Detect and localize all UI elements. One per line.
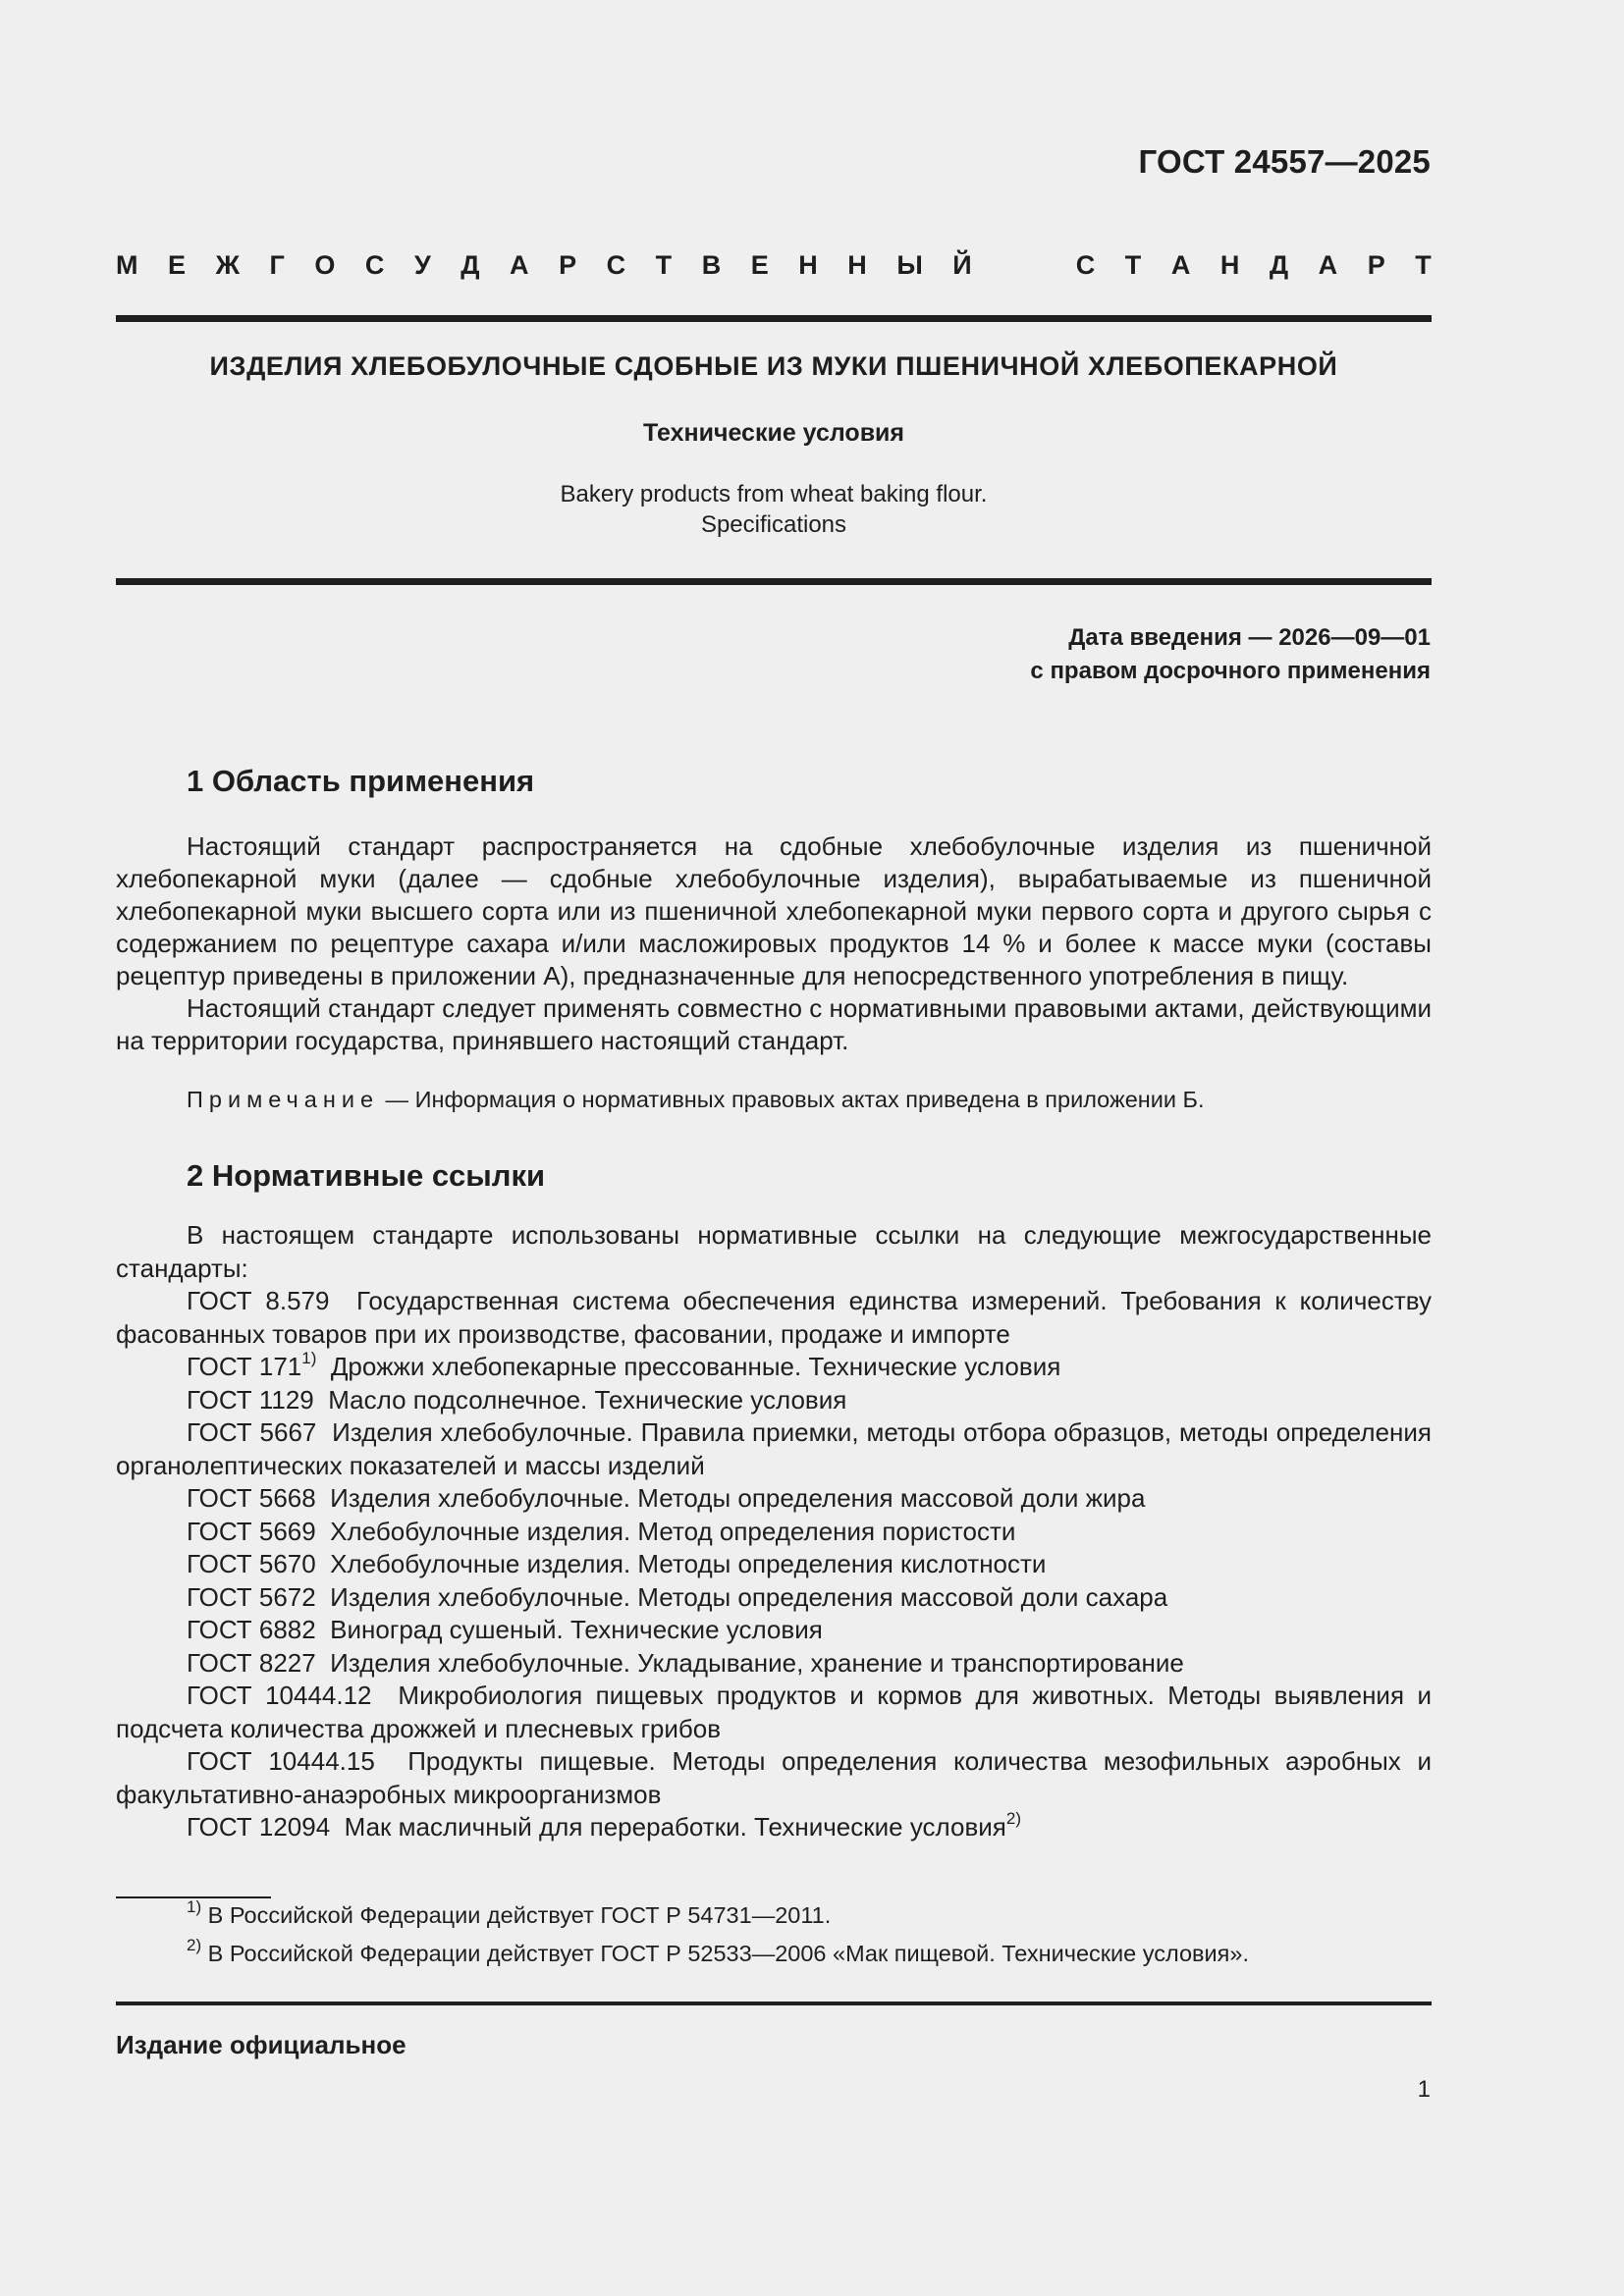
interstate-letter: Т bbox=[1415, 250, 1432, 280]
interstate-letter: Г bbox=[269, 250, 285, 280]
top-rule bbox=[116, 315, 1432, 322]
reference-title: Продукты пищевые. Методы определения количества мезофильных аэробных и факультативно-анаэробных микроорганизмов bbox=[116, 1746, 1432, 1809]
interstate-letter: Е bbox=[168, 250, 187, 280]
english-title bbox=[116, 479, 1432, 540]
page-number: 1 bbox=[1417, 2076, 1431, 2103]
reference-item bbox=[116, 1647, 1432, 1681]
reference-item bbox=[116, 1384, 1432, 1417]
reference-item bbox=[116, 1614, 1432, 1647]
early-application-line: с правом досрочного применения bbox=[1030, 658, 1431, 684]
interstate-letter: Ж bbox=[215, 250, 240, 280]
section-1-paragraph-1: Настоящий стандарт распространяется на сдобные хлебобулочные изделия из пшеничной хлебопекарной муки (далее — сдобные хлебобулочные изделия), вырабатываемые из пшеничной хлебопекарной муки высшего сорта или из пшеничной хлебопекарной муки первого сорта и другого сырья с содержанием по рецептуре сахара и/или масложировых продуктов 14 % и более к массе муки (составы рецептур приведены в приложении А), предназначенные для непосредственного употребления в пищу. bbox=[116, 831, 1432, 990]
reference-item bbox=[116, 1285, 1432, 1351]
interstate-letter: А bbox=[1170, 250, 1191, 280]
note bbox=[187, 1087, 1205, 1113]
interstate-letter: Й bbox=[952, 250, 972, 280]
reference-title: Виноград сушеный. Технические условия bbox=[330, 1615, 823, 1644]
introduction-date bbox=[1030, 621, 1431, 688]
reference-code: ГОСТ 5672 bbox=[187, 1581, 316, 1612]
reference-title: Мак масличный для переработки. Технические условия bbox=[344, 1812, 1006, 1842]
note-label: Примечание bbox=[187, 1087, 380, 1112]
interstate-letter: Р bbox=[1367, 250, 1385, 280]
interstate-letter: С bbox=[1075, 250, 1096, 280]
english-title-line-2: Specifications bbox=[700, 511, 847, 538]
interstate-word-gap bbox=[1001, 250, 1046, 281]
interstate-letter: У bbox=[413, 250, 431, 280]
reference-title: Дрожжи хлебопекарные прессованные. Технические условия bbox=[330, 1352, 1061, 1381]
reference-title: Хлебобулочные изделия. Методы определения кислотности bbox=[330, 1549, 1047, 1578]
interstate-letter: Н bbox=[847, 250, 867, 280]
section-2-heading: 2 Нормативные ссылки bbox=[187, 1158, 546, 1193]
reference-item bbox=[116, 1482, 1432, 1516]
interstate-letter: Д bbox=[460, 250, 480, 280]
gost-number: ГОСТ 24557—2025 bbox=[1138, 143, 1431, 180]
reference-title: Микробиология пищевых продуктов и кормов для животных. Методы выявления и подсчета количества дрожжей и плесневых грибов bbox=[116, 1681, 1432, 1743]
interstate-letter: А bbox=[1318, 250, 1338, 280]
reference-title: Государственная система обеспечения единства измерений. Требования к количеству фасованных товаров при их производстве, фасовании, продаже и импорте bbox=[116, 1286, 1432, 1349]
reference-title: Изделия хлебобулочные. Методы определения массовой доли сахара bbox=[330, 1581, 1168, 1612]
reference-item bbox=[116, 1516, 1432, 1549]
interstate-letter: Н bbox=[1219, 250, 1240, 280]
reference-code: ГОСТ 171 bbox=[187, 1352, 302, 1381]
interstate-letter: Т bbox=[655, 250, 673, 280]
references-intro: В настоящем стандарте использованы нормативные ссылки на следующие межгосударственные стандарты: bbox=[116, 1220, 1432, 1283]
reference-item bbox=[116, 1416, 1432, 1482]
reference-footnote-mark: 2) bbox=[1005, 1809, 1022, 1829]
reference-item bbox=[116, 1351, 1432, 1384]
reference-footnote-mark: 1) bbox=[301, 1349, 317, 1368]
interstate-letter: Д bbox=[1269, 250, 1289, 280]
reference-item bbox=[116, 1811, 1432, 1844]
reference-code: ГОСТ 12094 bbox=[187, 1812, 331, 1842]
reference-item bbox=[116, 1548, 1432, 1581]
english-title-line-1: Bakery products from wheat baking flour. bbox=[560, 481, 988, 507]
reference-title: Изделия хлебобулочные. Укладывание, хранение и транспортирование bbox=[330, 1647, 1184, 1678]
reference-code: ГОСТ 10444.15 bbox=[187, 1746, 375, 1776]
footnote-1-mark: 1) bbox=[187, 1897, 202, 1917]
reference-item bbox=[116, 1581, 1432, 1615]
reference-code: ГОСТ 6882 bbox=[187, 1615, 316, 1644]
interstate-letter: Р bbox=[559, 250, 577, 280]
official-edition-label: Издание официальное bbox=[116, 2030, 406, 2059]
reference-code: ГОСТ 8227 bbox=[187, 1647, 316, 1678]
reference-code: ГОСТ 5668 bbox=[187, 1483, 316, 1513]
reference-item bbox=[116, 1745, 1432, 1811]
reference-title: Масло подсолнечное. Технические условия bbox=[328, 1384, 847, 1415]
document-title: ИЗДЕЛИЯ ХЛЕБОБУЛОЧНЫЕ СДОБНЫЕ ИЗ МУКИ ПШЕНИЧНОЙ ХЛЕБОПЕКАРНОЙ bbox=[209, 351, 1338, 381]
interstate-letter: О bbox=[314, 250, 336, 280]
interstate-letter: Ы bbox=[896, 250, 923, 280]
interstate-letter: М bbox=[116, 250, 138, 280]
footer-rule bbox=[116, 2002, 1432, 2005]
footnote-2 bbox=[187, 1936, 1249, 1967]
interstate-letter: А bbox=[510, 250, 529, 280]
footnote-2-mark: 2) bbox=[187, 1936, 202, 1955]
section-1-body bbox=[116, 830, 1432, 1057]
footnote-1-text: В Российской Федерации действует ГОСТ Р 54731—2011. bbox=[207, 1902, 832, 1928]
reference-code: ГОСТ 5667 bbox=[187, 1417, 317, 1447]
interstate-letter: Е bbox=[750, 250, 769, 280]
reference-title: Хлебобулочные изделия. Метод определения пористости bbox=[330, 1516, 1016, 1546]
normative-references bbox=[116, 1219, 1432, 1844]
reference-code: ГОСТ 10444.12 bbox=[187, 1681, 372, 1710]
interstate-letter: С bbox=[606, 250, 626, 280]
interstate-letter: Т bbox=[1124, 250, 1142, 280]
reference-code: ГОСТ 5670 bbox=[187, 1549, 316, 1578]
reference-code: ГОСТ 1129 bbox=[187, 1384, 314, 1415]
reference-item bbox=[116, 1680, 1432, 1745]
interstate-letter: С bbox=[364, 250, 385, 280]
introduction-date-line: Дата введения — 2026—09—01 bbox=[1068, 624, 1431, 651]
interstate-letter: Н bbox=[798, 250, 818, 280]
reference-code: ГОСТ 8.579 bbox=[187, 1286, 330, 1315]
title-bottom-rule bbox=[116, 578, 1432, 585]
section-1-heading: 1 Область применения bbox=[187, 764, 535, 798]
interstate-standard-heading bbox=[116, 250, 1432, 281]
footnote-2-text: В Российской Федерации действует ГОСТ Р 52533—2006 «Мак пищевой. Технические условия». bbox=[207, 1941, 1249, 1966]
document-subtitle: Технические условия bbox=[642, 419, 905, 447]
reference-title: Изделия хлебобулочные. Методы определения массовой доли жира bbox=[330, 1483, 1146, 1513]
section-1-paragraph-2: Настоящий стандарт следует применять совместно с нормативными правовыми актами, действующими на территории государства, принявшего настоящий стандарт. bbox=[116, 993, 1432, 1055]
footnote-1 bbox=[187, 1897, 832, 1929]
interstate-letter: В bbox=[701, 250, 722, 280]
note-text: — Информация о нормативных правовых актах приведена в приложении Б. bbox=[379, 1087, 1205, 1112]
reference-title: Изделия хлебобулочные. Правила приемки, методы отбора образцов, методы определения органолептических показателей и массы изделий bbox=[116, 1417, 1432, 1480]
reference-code: ГОСТ 5669 bbox=[187, 1516, 316, 1546]
